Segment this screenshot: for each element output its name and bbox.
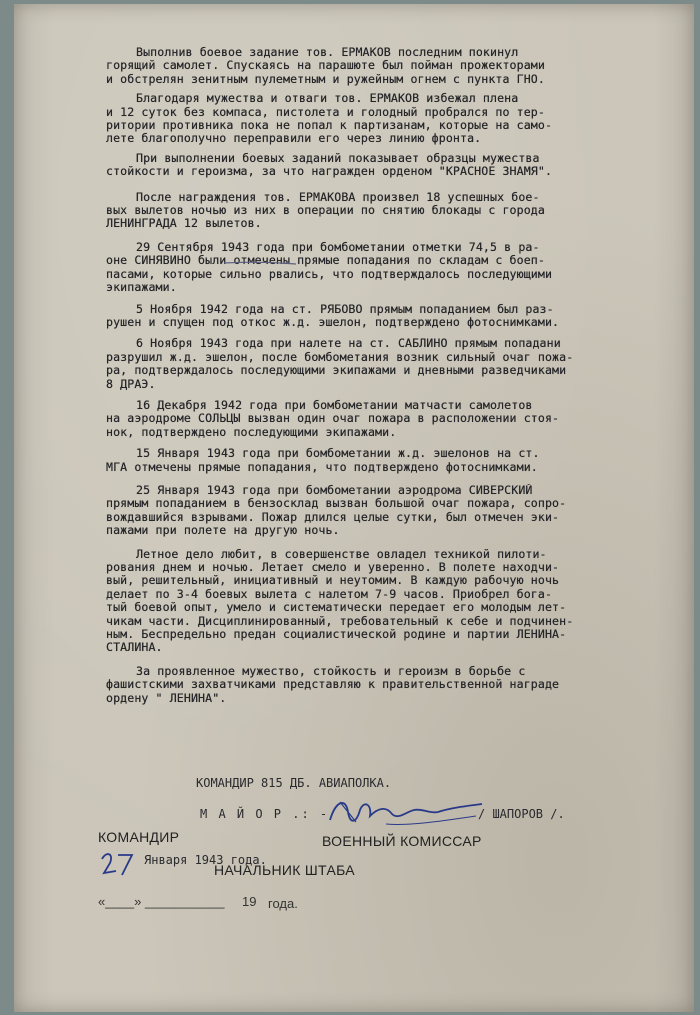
typed-line: стойкости и героизма, за что награжден орденом "КРАСНОЕ ЗНАМЯ". xyxy=(106,165,553,179)
typed-line: 25 Января 1943 года при бомбометании аэродрома СИВЕРСКИЙ xyxy=(136,483,533,497)
typed-line: лете благополучно переправили его через линию фронта. xyxy=(106,132,482,146)
paragraph-gap xyxy=(106,329,681,337)
typed-line: 16 Декабря 1942 года при бомбометании матчасти самолетов xyxy=(136,398,533,412)
handwritten-signature xyxy=(326,794,486,834)
typed-line: тый боевой опыт, умело и систематически передает его молодым лет- xyxy=(106,601,567,615)
typed-line: пажами при полете на другую ночь. xyxy=(106,524,340,538)
typed-line: рования днем и ночью. Летает смело и уверенно. В полете находчи- xyxy=(106,561,560,574)
printed-commissar-label: ВОЕННЫЙ КОМИССАР xyxy=(322,833,482,849)
typed-line: вых вылетов ночью из них в операции по снятию блокады с города xyxy=(106,204,545,218)
typed-line: и обстрелян зенитным пулеметным и ружейным огнем с пункта ГНО. xyxy=(106,72,545,86)
paragraph-gap xyxy=(106,391,681,399)
typed-line: ЛЕНИНГРАДА 12 вылетов. xyxy=(106,217,262,231)
typed-line: оне СИНЯВИНО были отмечены прямые попадания по складам с боеп- xyxy=(106,254,545,268)
commander-regiment-line: КОМАНДИР 815 ДБ. АВИАПОЛКА. xyxy=(196,776,392,790)
pencil-underline xyxy=(224,261,296,265)
typed-line: 15 Января 1943 года при бомбометании ж.д. эшелонов на ст. xyxy=(136,447,540,461)
date-blank-year: 19 xyxy=(242,894,257,909)
typed-body xyxy=(106,46,681,713)
typed-line: ордену " ЛЕНИНА". xyxy=(106,691,227,705)
paragraph-gap xyxy=(106,655,681,665)
typed-line: нок, подтверждено последующими экипажами. xyxy=(106,425,397,439)
typed-line: МГА отмечены прямые попадания, что подтверждено фотоснимками. xyxy=(106,460,538,474)
typed-line: Благодаря мужества и отваги тов. ЕРМАКОВ избежал плена xyxy=(136,92,519,106)
typed-line: 6 Ноября 1943 года при налете на ст. САБЛИНО прямым попадани xyxy=(136,337,561,351)
typed-line: ра, подтверждалось последующими экипажами и дневными разведчиками xyxy=(106,364,567,378)
typed-line: ным. Беспредельно предан социалистической родине и партии ЛЕНИНА- xyxy=(106,628,567,642)
typed-line: рушен и спущен под откос ж.д. эшелон, подтверждено фотоснимками. xyxy=(106,315,560,329)
typed-line: чикам части. Дисциплинированный, требовательный к себе и подчинен- xyxy=(106,614,574,628)
typed-line: горящий самолет. Спускаясь на парашюте был пойман прожекторами xyxy=(106,59,545,73)
typed-line: За проявленное мужество, стойкость и героизм в борьбе с xyxy=(136,664,526,678)
typed-line: фашистскими захватчиками представляю к правительственной награде xyxy=(106,678,560,692)
paragraph-gap xyxy=(106,474,681,484)
paragraph-gap xyxy=(106,179,681,191)
typed-line: разрушил ж.д. эшелон, после бомбометания возник сильный очаг пожа- xyxy=(106,350,574,364)
typed-line: ритории противника пока не попал к партизанам, которые на само- xyxy=(106,119,553,133)
typed-line: вождавшийся взрывами. Пожар длился целые сутки, был отмечен эки- xyxy=(106,510,560,524)
paragraph-gap xyxy=(106,705,681,713)
paragraph-gap xyxy=(106,538,681,548)
typed-line: пасами, которые сильно рвались, что подтверждалось последующими xyxy=(106,267,553,281)
printed-commander-label: КОМАНДИР xyxy=(98,829,180,845)
major-line: М А Й О Р .: - xyxy=(200,807,330,821)
major-name: / ШАПОРОВ /. xyxy=(478,807,565,821)
typed-line: 8 ДРАЭ. xyxy=(106,377,156,391)
paragraph-gap xyxy=(106,295,681,303)
paragraph-gap xyxy=(106,231,681,241)
typed-line: прямым попаданием в бензосклад вызван большой очаг пожара, сопро- xyxy=(106,497,567,511)
typed-line: и 12 суток без компаса, пистолета и голодный пробрался по тер- xyxy=(106,105,545,119)
typed-line: Летное дело любит, в совершенстве овладел техникой пилоти- xyxy=(136,547,547,561)
date-blank-suffix: года. xyxy=(268,896,298,911)
typed-line: СТАЛИНА. xyxy=(106,641,163,655)
typed-line: 5 Ноября 1942 года на ст. РЯБОВО прямым попаданием был раз- xyxy=(136,302,554,316)
typed-line: 29 Сентября 1943 года при бомбометании отметки 74,5 в ра- xyxy=(136,240,540,254)
handwritten-date-day xyxy=(98,847,142,877)
typed-line: экипажами. xyxy=(106,281,177,295)
date-blank-prefix: «____» ___________ xyxy=(98,894,225,909)
typed-line: После награждения тов. ЕРМАКОВА произвел 18 успешных бое- xyxy=(136,190,540,204)
typed-line: вый, решительный, инициативный и неутомим. В каждую рабочую ночь xyxy=(106,574,560,588)
document-sheet xyxy=(14,4,694,1012)
typed-line: При выполнении боевых заданий показывает образцы мужества xyxy=(136,151,540,165)
printed-chief-of-staff-label: НАЧАЛЬНИК ШТАБА xyxy=(214,862,355,878)
typed-line: Выполнив боевое задание тов. ЕРМАКОВ последним покинул xyxy=(136,46,519,59)
paragraph-gap xyxy=(106,439,681,447)
date-typed: Января 1943 года. xyxy=(144,853,267,867)
typed-line: делает по 3-4 боевых вылета с налетом 7-9 часов. Приобрел бога- xyxy=(106,587,553,601)
typed-line: на аэродроме СОЛЬЦЫ вызван один очаг пожара в расположении стоя- xyxy=(106,412,560,426)
